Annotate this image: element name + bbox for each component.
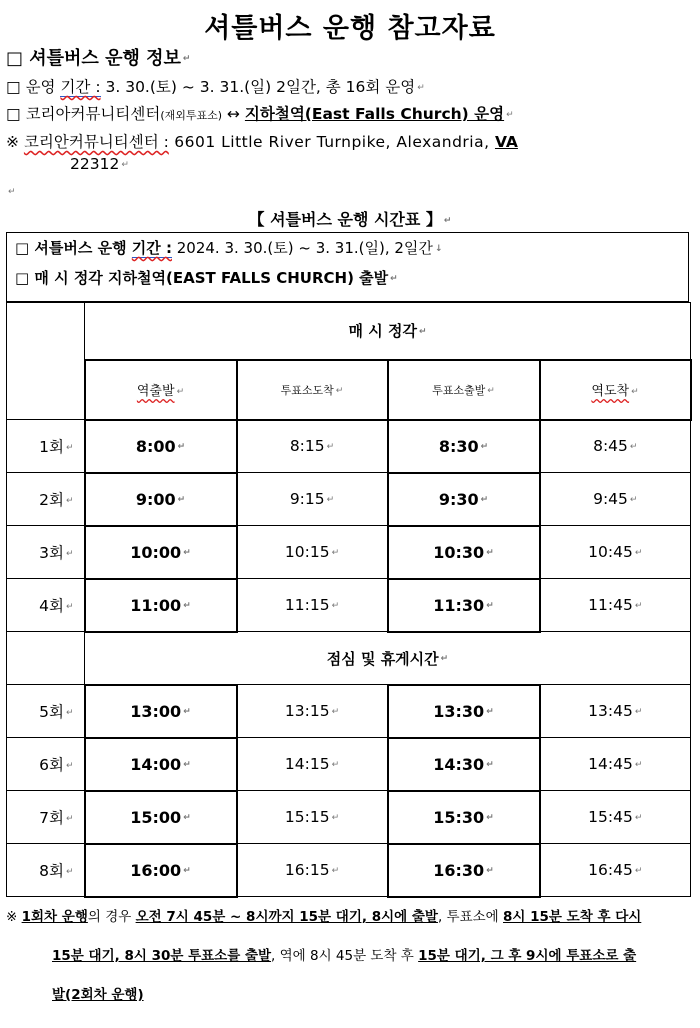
time-value: 8:15 bbox=[289, 437, 325, 456]
time-value: 14:15 bbox=[284, 755, 330, 773]
footnote-line-2 bbox=[52, 944, 700, 964]
col-header-station-arrive: 역도착 ↵ bbox=[540, 360, 691, 420]
time-station-arrive: 14:45 ↵ bbox=[540, 738, 691, 791]
col-header-text: 투표소도착 bbox=[280, 383, 334, 397]
time-station-arrive: 13:45 ↵ bbox=[540, 685, 691, 738]
time-poll-depart: 15:30 ↵ bbox=[388, 791, 540, 844]
break-corner-cell bbox=[7, 632, 85, 685]
run-label: 3회 ↵ bbox=[7, 526, 85, 579]
time-value: 13:00 bbox=[130, 701, 182, 721]
time-value: 14:00 bbox=[130, 754, 182, 774]
header-top-text: 매 시 정각 bbox=[348, 322, 417, 341]
address-zip: 22312 bbox=[70, 155, 120, 173]
info-period: □ 운영 기간 : 3. 30.(토) ~ 3. 31.(일) 2일간, 총 16회 운영 ↵ bbox=[6, 78, 425, 96]
time-station-arrive: 11:45 ↵ bbox=[540, 579, 691, 632]
time-value: 10:15 bbox=[284, 543, 330, 561]
note-part: 15분 대기, 8시 30분 투표소를 출발 bbox=[52, 948, 272, 964]
run-label-text: 8회 bbox=[39, 862, 64, 880]
run-label: 7회 ↵ bbox=[7, 791, 85, 844]
time-value: 11:15 bbox=[284, 596, 330, 614]
period-prefix: □ 운영 bbox=[6, 78, 61, 96]
run-label-text: 3회 bbox=[39, 544, 64, 562]
break-row: 점심 및 휴게시간 ↵ bbox=[85, 632, 691, 685]
footnote-line-1 bbox=[6, 905, 696, 925]
info-address bbox=[6, 130, 694, 152]
time-value: 8:45 bbox=[593, 437, 628, 456]
time-value: 10:00 bbox=[130, 542, 182, 562]
run-label: 5회 ↵ bbox=[7, 685, 85, 738]
address-state: VA bbox=[494, 133, 518, 151]
run-label: 6회 ↵ bbox=[7, 738, 85, 791]
time-value: 15:15 bbox=[284, 808, 330, 826]
time-value: 16:00 bbox=[130, 860, 182, 880]
schedule-departure-text: □ 매 시 정각 지하철역(EAST FALLS CHURCH) 출발 bbox=[15, 269, 389, 287]
time-value: 13:45 bbox=[588, 702, 633, 720]
schedule-period: □ 셔틀버스 운행 기간 : 2024. 3. 30.(토) ~ 3. 31.(일), 2일간 ↓ bbox=[15, 239, 443, 257]
time-value: 16:45 bbox=[588, 861, 633, 879]
time-value: 11:45 bbox=[588, 596, 633, 614]
info-route: □ 코리아커뮤니티센터(재외투표소) ↔ 지하철역(East Falls Church) 운영 ↵ bbox=[6, 105, 514, 123]
run-label-text: 4회 bbox=[39, 597, 64, 615]
schedule-row bbox=[7, 420, 691, 473]
footnote-line-3 bbox=[52, 983, 700, 1003]
schedule-title: 【 셔틀버스 운행 시간표 】 ↵ bbox=[248, 210, 452, 229]
time-value: 9:15 bbox=[289, 490, 325, 508]
time-poll-depart: 9:30 ↵ bbox=[388, 473, 540, 526]
address-street: 6601 Little River Turnpike, Alexandria, bbox=[168, 133, 495, 151]
time-poll-arrive: 11:15 ↵ bbox=[237, 579, 388, 632]
time-value: 8:30 bbox=[438, 436, 479, 456]
schedule-departure-note: □ 매 시 정각 지하철역(EAST FALLS CHURCH) 출발 ↵ bbox=[15, 269, 398, 287]
time-value: 15:45 bbox=[588, 808, 633, 826]
time-station-arrive: 8:45 ↵ bbox=[540, 420, 691, 473]
route-destination: 지하철역(East Falls Church) 운영 bbox=[244, 105, 505, 123]
time-station-depart: 8:00 ↵ bbox=[85, 420, 237, 473]
time-station-depart: 10:00 ↵ bbox=[85, 526, 237, 579]
time-poll-arrive: 16:15 ↵ bbox=[237, 844, 388, 897]
document-title: 셔틀버스 운행 참고자료 bbox=[204, 13, 496, 44]
time-poll-arrive: 10:15 ↵ bbox=[237, 526, 388, 579]
schedule-table bbox=[6, 302, 692, 898]
time-station-arrive: 10:45 ↵ bbox=[540, 526, 691, 579]
schedule-period-key: 기간 : bbox=[131, 239, 172, 257]
time-poll-depart: 10:30 ↵ bbox=[388, 526, 540, 579]
time-value: 13:30 bbox=[433, 701, 485, 721]
time-value: 10:30 bbox=[433, 542, 485, 562]
run-label: 1회 ↵ bbox=[7, 420, 85, 473]
time-poll-depart: 8:30 ↵ bbox=[388, 420, 540, 473]
time-value: 13:15 bbox=[284, 702, 330, 720]
time-poll-arrive: 13:15 ↵ bbox=[237, 685, 388, 738]
time-value: 11:30 bbox=[433, 595, 485, 615]
time-value: 15:30 bbox=[433, 807, 485, 827]
time-poll-depart: 16:30 ↵ bbox=[388, 844, 540, 897]
route-arrow: ↔ bbox=[222, 105, 245, 123]
schedule-row bbox=[7, 473, 691, 526]
time-value: 8:00 bbox=[135, 436, 176, 456]
schedule-period-prefix: □ 셔틀버스 운행 bbox=[15, 239, 132, 257]
time-value: 11:00 bbox=[130, 595, 182, 615]
run-label: 8회 ↵ bbox=[7, 844, 85, 897]
info-zip: 22312 ↵ bbox=[70, 155, 129, 173]
time-station-depart: 15:00 ↵ bbox=[85, 791, 237, 844]
schedule-row bbox=[7, 526, 691, 579]
schedule-row bbox=[7, 844, 691, 897]
break-label: 점심 및 휴게시간 bbox=[326, 649, 439, 668]
time-value: 9:30 bbox=[438, 489, 479, 509]
note-part: 15분 대기, 그 후 9시에 투표소로 출 bbox=[418, 948, 637, 964]
run-label: 2회 ↵ bbox=[7, 473, 85, 526]
schedule-title-text: 【 셔틀버스 운행 시간표 】 bbox=[248, 210, 442, 229]
run-label-text: 7회 bbox=[39, 809, 64, 827]
time-value: 15:00 bbox=[130, 807, 182, 827]
run-label-text: 1회 bbox=[39, 438, 64, 456]
time-poll-arrive: 14:15 ↵ bbox=[237, 738, 388, 791]
time-value: 16:30 bbox=[433, 860, 485, 880]
time-station-arrive: 16:45 ↵ bbox=[540, 844, 691, 897]
time-value: 14:30 bbox=[433, 754, 485, 774]
run-label-text: 5회 bbox=[39, 703, 64, 721]
time-value: 10:45 bbox=[588, 543, 633, 561]
time-station-depart: 9:00 ↵ bbox=[85, 473, 237, 526]
note-part: 발(2회차 운행) bbox=[52, 987, 144, 1003]
address-name: 코리안커뮤니티센터 : bbox=[23, 133, 169, 151]
time-station-depart: 11:00 ↵ bbox=[85, 579, 237, 632]
header-top: 매 시 정각 ↵ bbox=[85, 303, 691, 360]
time-value: 14:45 bbox=[588, 755, 633, 773]
route-origin-note: (재외투표소) bbox=[160, 109, 223, 122]
run-label: 4회 ↵ bbox=[7, 579, 85, 632]
time-station-depart: 13:00 ↵ bbox=[85, 685, 237, 738]
info-heading-text: □ 셔틀버스 운행 정보 bbox=[6, 48, 181, 69]
time-station-arrive: 15:45 ↵ bbox=[540, 791, 691, 844]
schedule-row bbox=[7, 738, 691, 791]
col-header-poll-depart: 투표소출발 ↵ bbox=[388, 360, 540, 420]
route-origin: □ 코리아커뮤니티센터 bbox=[6, 105, 161, 123]
time-poll-depart: 11:30 ↵ bbox=[388, 579, 540, 632]
schedule-row bbox=[7, 685, 691, 738]
col-header-text: 투표소출발 bbox=[432, 383, 486, 397]
info-heading: □ 셔틀버스 운행 정보 ↵ bbox=[6, 48, 191, 69]
note-part: 1회차 운행 bbox=[21, 909, 88, 925]
run-label-text: 2회 bbox=[39, 491, 64, 509]
time-value: 9:00 bbox=[135, 489, 176, 509]
time-poll-arrive: 8:15 ↵ bbox=[237, 420, 388, 473]
period-key: 기간 : bbox=[60, 78, 101, 96]
col-header-station-depart: 역출발 ↵ bbox=[85, 360, 237, 420]
address-mark: ※ bbox=[6, 133, 24, 151]
note-part: , 투표소에 bbox=[437, 909, 504, 925]
time-poll-arrive: 15:15 ↵ bbox=[237, 791, 388, 844]
note-part: 8시 15분 도착 후 다시 bbox=[503, 909, 642, 925]
note-part: 오전 7시 45분 ~ 8시까지 15분 대기, 8시에 출발 bbox=[135, 909, 438, 925]
time-value: 16:15 bbox=[284, 861, 330, 879]
schedule-period-value: 2024. 3. 30.(토) ~ 3. 31.(일), 2일간 bbox=[171, 239, 433, 257]
time-station-depart: 16:00 ↵ bbox=[85, 844, 237, 897]
col-header-text: 역출발 bbox=[136, 384, 175, 399]
time-poll-arrive: 9:15 ↵ bbox=[237, 473, 388, 526]
schedule-info-box bbox=[6, 232, 689, 302]
note-part: , 역에 8시 45분 도착 후 bbox=[271, 948, 419, 964]
run-label-text: 6회 bbox=[39, 756, 64, 774]
time-poll-depart: 13:30 ↵ bbox=[388, 685, 540, 738]
schedule-row bbox=[7, 791, 691, 844]
note-mark: ※ bbox=[6, 909, 22, 925]
col-header-text: 역도착 bbox=[591, 384, 630, 399]
period-value: 3. 30.(토) ~ 3. 31.(일) 2일간, 총 16회 운영 bbox=[100, 78, 416, 96]
col-header-poll-arrive: 투표소도착 ↵ bbox=[237, 360, 388, 420]
time-poll-depart: 14:30 ↵ bbox=[388, 738, 540, 791]
time-station-depart: 14:00 ↵ bbox=[85, 738, 237, 791]
corner-cell bbox=[7, 303, 85, 420]
schedule-row bbox=[7, 579, 691, 632]
note-part: 의 경우 bbox=[87, 909, 136, 925]
time-value: 9:45 bbox=[593, 490, 628, 508]
time-station-arrive: 9:45 ↵ bbox=[540, 473, 691, 526]
